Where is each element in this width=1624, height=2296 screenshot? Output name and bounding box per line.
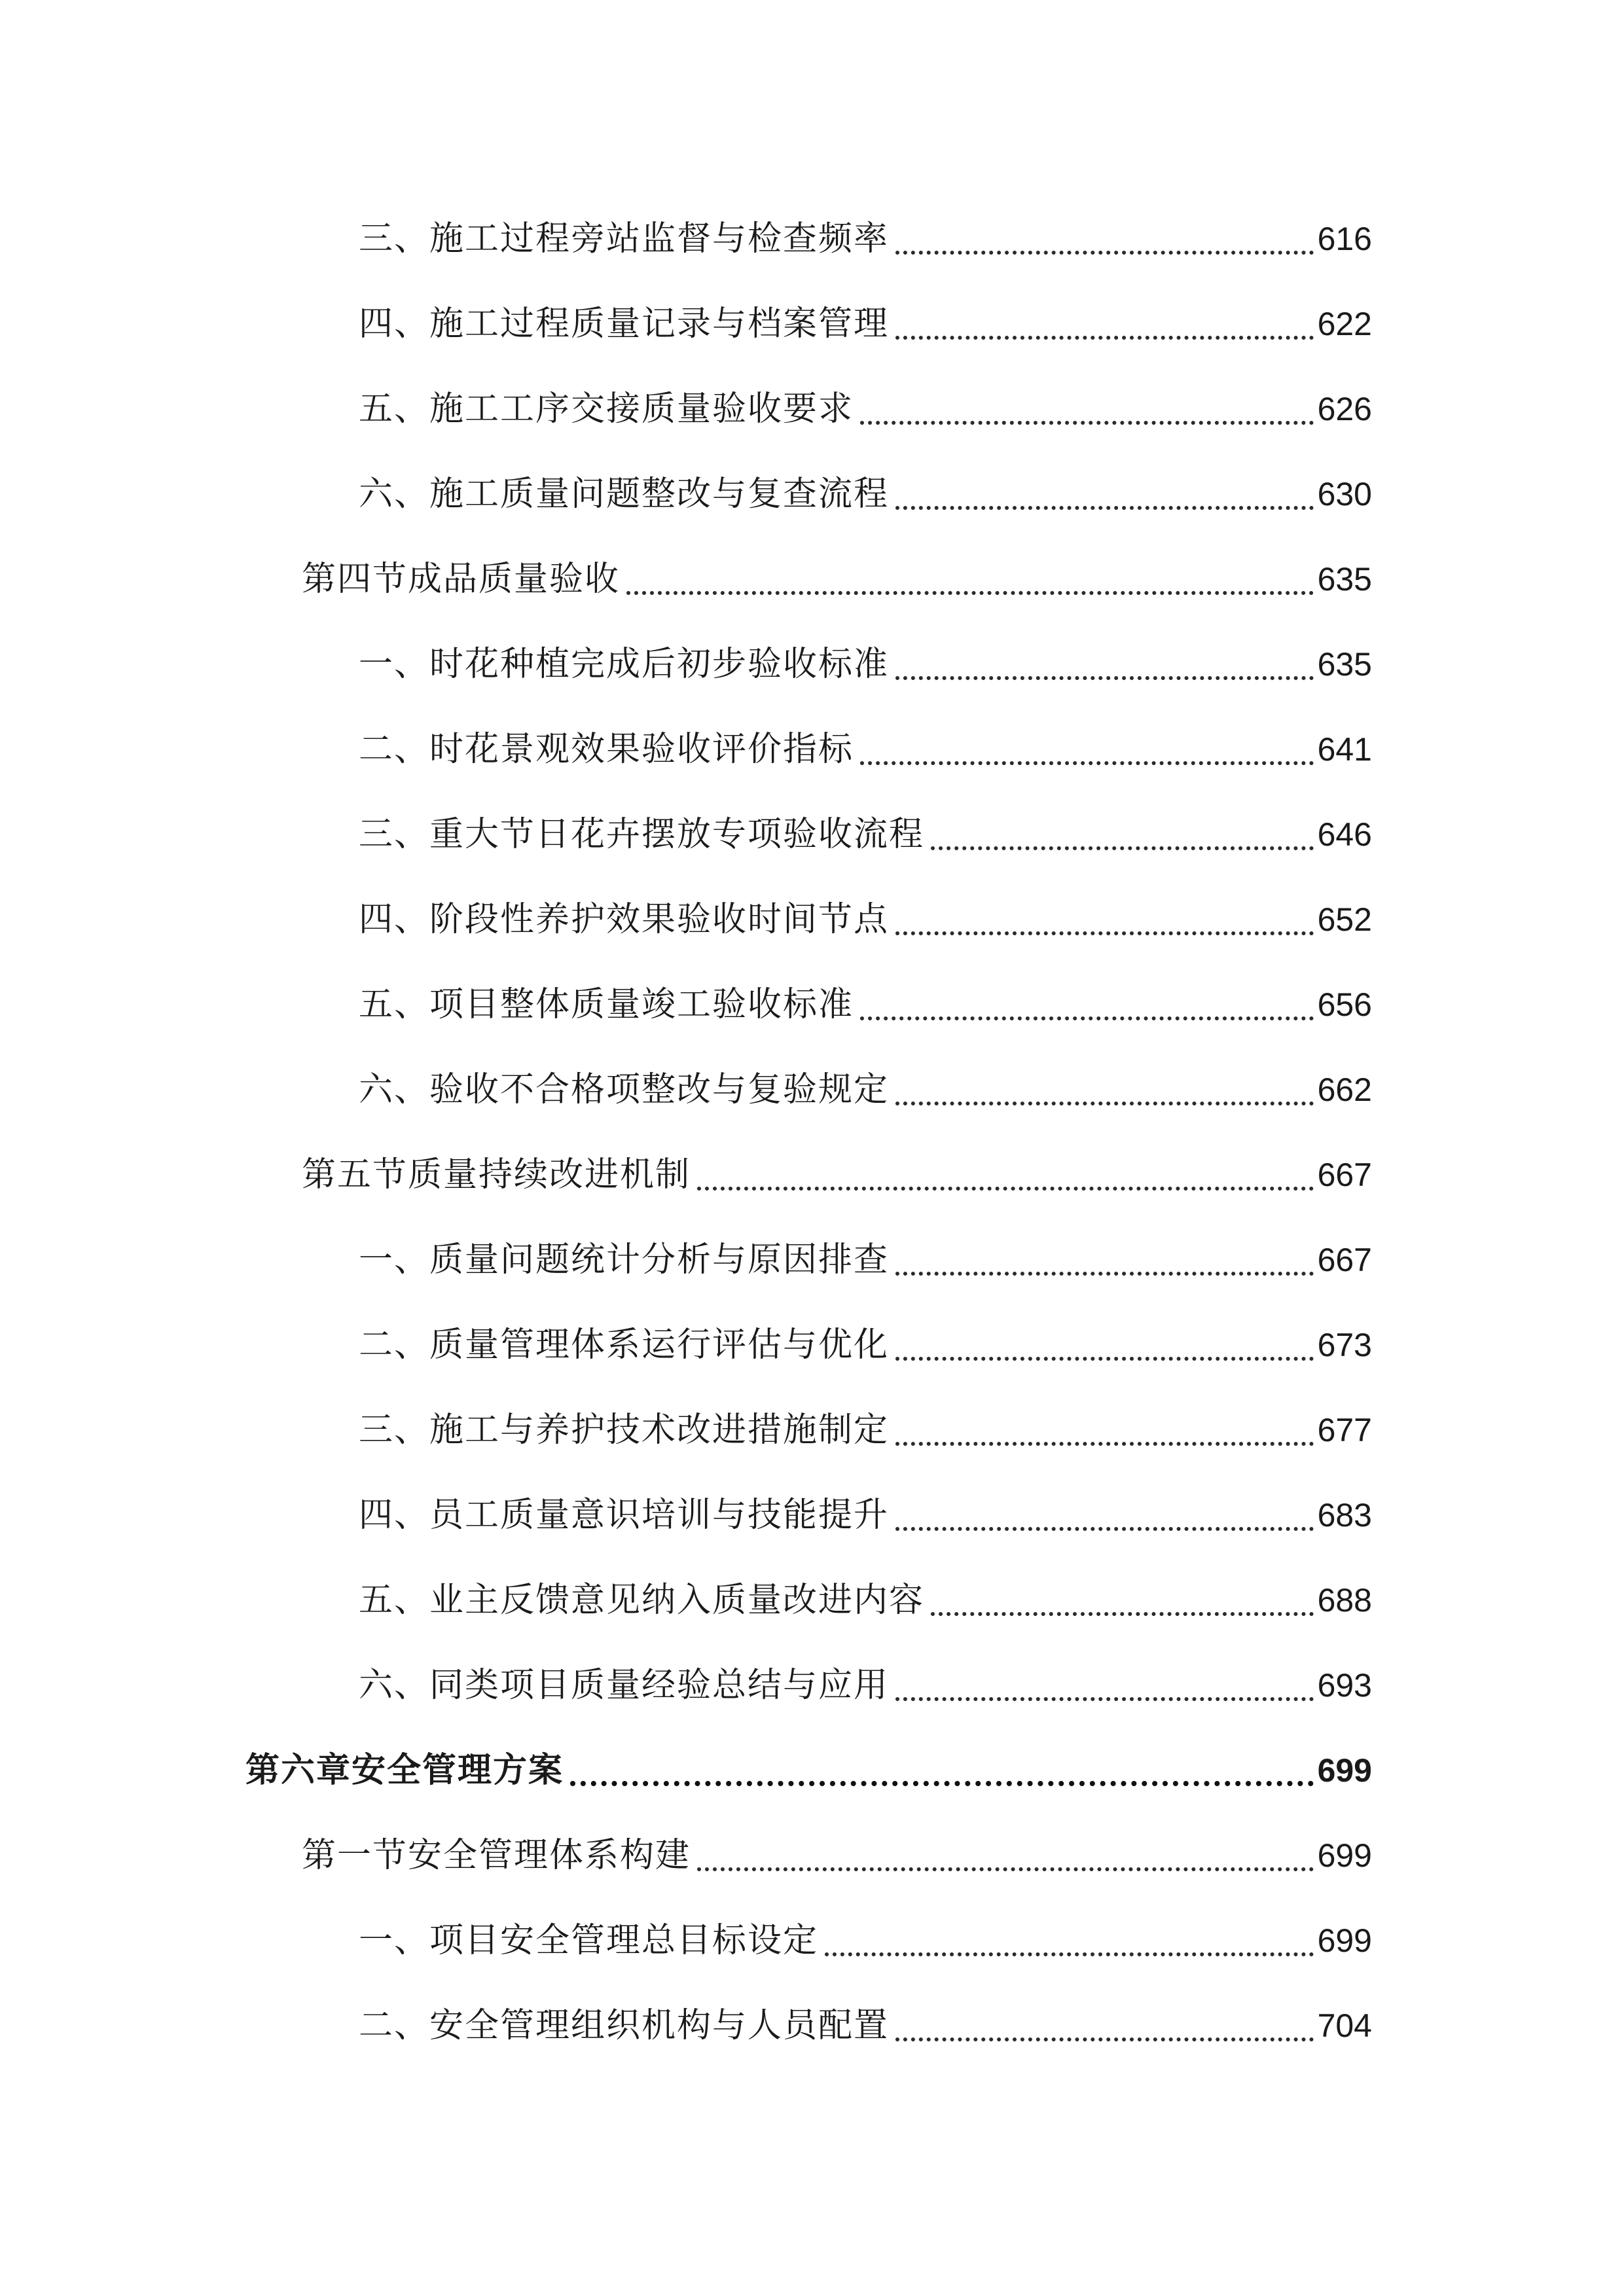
dot-leader bbox=[860, 761, 1314, 765]
dot-leader bbox=[895, 1442, 1314, 1446]
toc-entry[interactable] bbox=[359, 1319, 1372, 1371]
toc-entry-title: 第四节成品质量验收 bbox=[302, 560, 621, 599]
toc-entry-page: 704 bbox=[1317, 2007, 1372, 2044]
toc-entry-page: 699 bbox=[1317, 1752, 1372, 1789]
toc-entry-page: 688 bbox=[1317, 1582, 1372, 1619]
dot-leader bbox=[931, 846, 1314, 850]
toc-entry-page: 616 bbox=[1317, 221, 1372, 257]
toc-entry-title: 一、时花种植完成后初步验收标准 bbox=[359, 645, 890, 684]
toc-entry-title: 第六章安全管理方案 bbox=[245, 1751, 564, 1790]
dot-leader bbox=[860, 1016, 1314, 1020]
toc-entry-page: 652 bbox=[1317, 901, 1372, 938]
toc-entry-page: 662 bbox=[1317, 1071, 1372, 1108]
toc-entry-page: 683 bbox=[1317, 1497, 1372, 1534]
toc-entry-page: 673 bbox=[1317, 1327, 1372, 1363]
dot-leader bbox=[825, 1952, 1314, 1956]
dot-leader bbox=[895, 506, 1314, 510]
toc-entry-title: 六、验收不合格项整改与复验规定 bbox=[359, 1070, 890, 1109]
toc-entry-title: 六、施工质量问题整改与复查流程 bbox=[359, 475, 890, 514]
toc-entry[interactable] bbox=[359, 1489, 1372, 1541]
dot-leader bbox=[895, 1357, 1314, 1361]
toc-entry[interactable] bbox=[359, 1404, 1372, 1456]
dot-leader bbox=[895, 2037, 1314, 2041]
toc-entry[interactable] bbox=[359, 1064, 1372, 1116]
toc-entry-page: 699 bbox=[1317, 1837, 1372, 1874]
toc-entry-section[interactable] bbox=[302, 1149, 1372, 1201]
toc-entry-title: 四、阶段性养护效果验收时间节点 bbox=[359, 900, 890, 939]
toc-entry-title: 三、施工与养护技术改进措施制定 bbox=[359, 1410, 890, 1450]
dot-leader bbox=[931, 1612, 1314, 1616]
toc-entry[interactable] bbox=[359, 298, 1372, 350]
toc-entry-title: 五、施工工序交接质量验收要求 bbox=[359, 389, 854, 429]
toc-entry[interactable] bbox=[359, 638, 1372, 691]
toc-entry-section[interactable] bbox=[302, 1829, 1372, 1882]
toc-entry-page: 677 bbox=[1317, 1412, 1372, 1448]
toc-entry[interactable] bbox=[359, 213, 1372, 265]
toc-entry-title: 第一节安全管理体系构建 bbox=[302, 1836, 691, 1875]
toc-entry-page: 630 bbox=[1317, 476, 1372, 512]
toc-entry-title: 四、员工质量意识培训与技能提升 bbox=[359, 1496, 890, 1535]
dot-leader bbox=[860, 421, 1314, 425]
dot-leader bbox=[895, 336, 1314, 340]
dot-leader bbox=[626, 591, 1314, 595]
toc-entry-page: 667 bbox=[1317, 1157, 1372, 1193]
toc-entry[interactable] bbox=[359, 808, 1372, 861]
dot-leader bbox=[895, 1527, 1314, 1531]
toc-entry[interactable] bbox=[359, 978, 1372, 1031]
dot-leader bbox=[895, 931, 1314, 935]
toc-entry[interactable] bbox=[359, 1914, 1372, 1967]
toc-entry[interactable] bbox=[359, 2000, 1372, 2052]
toc-entry-title: 一、项目安全管理总目标设定 bbox=[359, 1921, 819, 1960]
toc-entry-title: 六、同类项目质量经验总结与应用 bbox=[359, 1666, 890, 1705]
toc-entry-page: 635 bbox=[1317, 561, 1372, 598]
toc-entry-page: 656 bbox=[1317, 986, 1372, 1023]
dot-leader bbox=[895, 1272, 1314, 1276]
dot-leader bbox=[895, 676, 1314, 680]
toc-entry[interactable] bbox=[359, 723, 1372, 776]
dot-leader bbox=[895, 1102, 1314, 1105]
toc-entry-title: 五、业主反馈意见纳入质量改进内容 bbox=[359, 1581, 925, 1620]
toc-entry-section[interactable] bbox=[302, 553, 1372, 605]
toc-entry-page: 699 bbox=[1317, 1922, 1372, 1959]
toc-entry[interactable] bbox=[359, 893, 1372, 946]
toc-entry-page: 626 bbox=[1317, 391, 1372, 427]
toc-entry-title: 一、质量问题统计分析与原因排查 bbox=[359, 1240, 890, 1280]
toc-entry-title: 二、质量管理体系运行评估与优化 bbox=[359, 1325, 890, 1365]
toc-entry-title: 二、时花景观效果验收评价指标 bbox=[359, 730, 854, 769]
toc-entry-title: 三、重大节日花卉摆放专项验收流程 bbox=[359, 815, 925, 854]
dot-leader bbox=[570, 1781, 1314, 1786]
toc-entry-title: 五、项目整体质量竣工验收标准 bbox=[359, 985, 854, 1024]
toc-entry[interactable] bbox=[359, 1574, 1372, 1626]
toc-entry-title: 四、施工过程质量记录与档案管理 bbox=[359, 304, 890, 344]
dot-leader bbox=[895, 1697, 1314, 1701]
toc-entry[interactable] bbox=[359, 1234, 1372, 1286]
toc-entry-page: 646 bbox=[1317, 816, 1372, 853]
dot-leader bbox=[697, 1187, 1314, 1191]
toc-entry-page: 693 bbox=[1317, 1667, 1372, 1704]
dot-leader bbox=[895, 251, 1314, 255]
toc-entry[interactable] bbox=[359, 468, 1372, 520]
toc-entry-page: 641 bbox=[1317, 731, 1372, 768]
toc-entry-chapter[interactable] bbox=[245, 1744, 1372, 1797]
toc-entry-title: 第五节质量持续改进机制 bbox=[302, 1155, 691, 1194]
dot-leader bbox=[697, 1867, 1314, 1871]
toc-entry-page: 622 bbox=[1317, 306, 1372, 342]
toc-entry-page: 635 bbox=[1317, 646, 1372, 683]
toc-entry[interactable] bbox=[359, 1659, 1372, 1712]
toc-entry-title: 二、安全管理组织机构与人员配置 bbox=[359, 2006, 890, 2045]
toc-entry-page: 667 bbox=[1317, 1242, 1372, 1278]
toc-entry-title: 三、施工过程旁站监督与检查频率 bbox=[359, 219, 890, 259]
toc-entry[interactable] bbox=[359, 383, 1372, 435]
